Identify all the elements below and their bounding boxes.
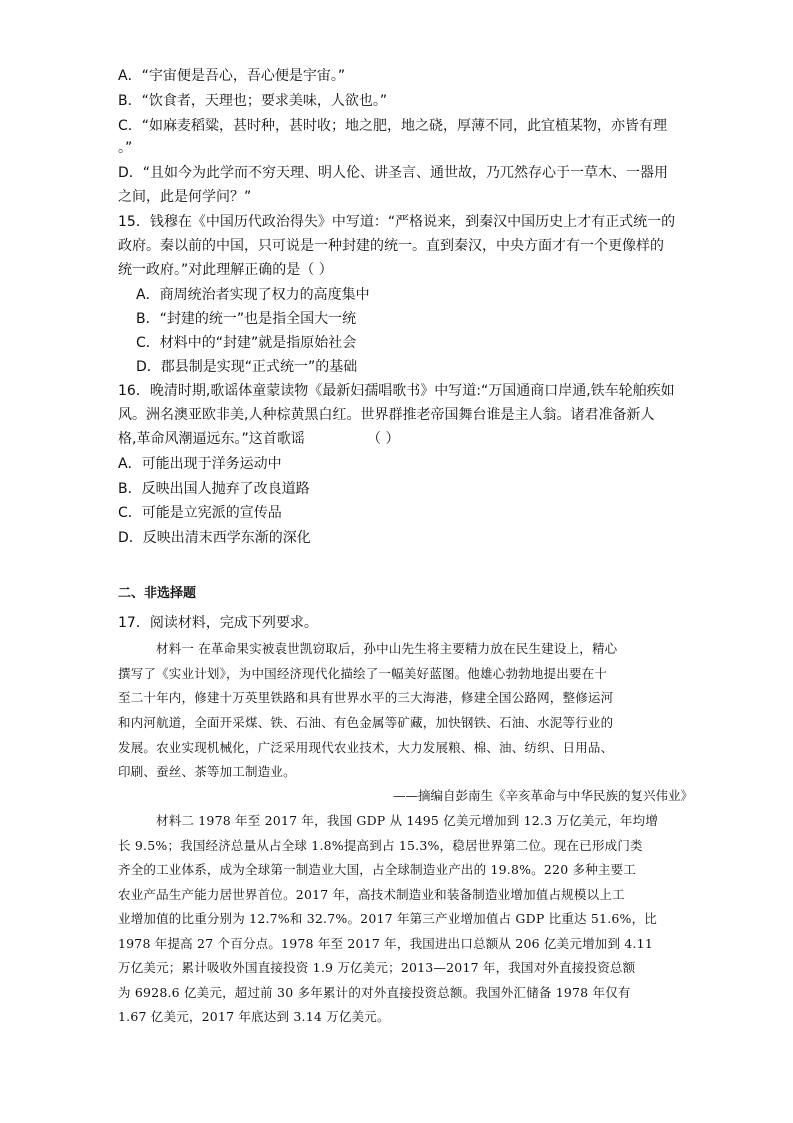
q16-option-d: D．反映出清末西学东渐的深化 — [118, 530, 311, 546]
q14-option-c-line1: C．“如麻麦稻粱，甚时种，甚时收；地之肥，地之硗，厚薄不同，此宜植某物，亦皆有理 — [118, 118, 668, 134]
q14-option-c-line2: 。” — [118, 140, 133, 156]
q16-stem-line2: 风。洲名澳亚欧非美,人种棕黄黑白红。世界群推老帝国舞台谁是主人翁。诸君准备新人 — [118, 407, 655, 423]
q15-option-b: B．“封建的统一”也是指全国大一统 — [136, 311, 357, 327]
q15-option-a: A．商周统治者实现了权力的高度集中 — [136, 287, 370, 303]
section-title: 二、非选择题 — [118, 586, 197, 601]
q15-option-c: C．材料中的“封建”就是指原始社会 — [136, 335, 357, 351]
material1-line1: 材料一 在革命果实被袁世凯窃取后，孙中山先生将主要精力放在民生建设上，精心 — [156, 641, 618, 656]
material2-line1: 材料二 1978 年至 2017 年，我国 GDP 从 1495 亿美元增加到 12.3 万亿美元，年均增 — [156, 813, 659, 828]
q16-option-c: C．可能是立宪派的宣传品 — [118, 505, 282, 521]
material2-line3: 齐全的工业体系，成为全球第一制造业大国，占全球制造业产出的 19.8%。220 多种主要工 — [118, 862, 637, 877]
q15-stem-line3: 统一政府。”对此理解正确的是（ ） — [118, 262, 333, 278]
material2-line7: 万亿美元；累计吸收外国直接投资 1.9 万亿美元；2013—2017 年，我国对外直接投资总额 — [118, 960, 636, 975]
material2-line8: 为 6928.6 亿美元，超过前 30 多年累计的对外直接投资总额。我国外汇储备 1978 年仅有 — [118, 985, 631, 1000]
material1-line4: 和内河航道，全面开采煤、铁、石油、有色金属等矿藏，加快钢铁、石油、水泥等行业的 — [118, 715, 614, 730]
material1-line6: 印刷、蚕丝、茶等加工制造业。 — [118, 764, 296, 779]
material2-line9: 1.67 亿美元，2017 年底达到 3.14 万亿美元。 — [118, 1009, 390, 1024]
q14-option-b: B．“饮食者，天理也；要求美味，人欲也。” — [118, 93, 388, 109]
material2-line4: 农业产品生产能力居世界首位。2017 年，高技术制造业和装备制造业增加值占规模以上工 — [118, 887, 625, 902]
q14-option-a: A．“宇宙便是吾心，吾心便是宇宙。” — [118, 68, 346, 84]
q15-stem-line2: 政府。秦以前的中国，只可说是一种封建的统一。直到秦汉，中央方面才有一个更像样的 — [118, 238, 664, 254]
material1-line3: 至二十年内，修建十万英里铁路和具有世界水平的三大海港，修建全国公路网，整修运河 — [118, 690, 614, 705]
q17-stem: 17．阅读材料，完成下列要求。 — [118, 615, 318, 631]
material2-line5: 业增加值的比重分别为 12.7%和 32.7%。2017 年第三产业增加值占 GDP 比重达 51.6%，比 — [118, 911, 657, 926]
q15-stem-line1: 15．钱穆在《中国历代政治得失》中写道：“严格说来，到秦汉中国历史上才有正式统一的 — [118, 214, 676, 230]
material2-line6: 1978 年提高 27 个百分点。1978 年至 2017 年，我国进出口总额从 206 亿美元增加到 4.11 — [118, 936, 653, 951]
material1-line2: 撰写了《实业计划》，为中国经济现代化描绘了一幅美好蓝图。他雄心勃勃地提出要在十 — [118, 666, 608, 681]
material1-line5: 发展。农业实现机械化，广泛采用现代农业技术，大力发展粮、棉、油、纺织、日用品、 — [118, 740, 614, 755]
q16-answer-blank: （ ） — [367, 431, 400, 447]
material2-line2: 长 9.5%；我国经济总量从占全球 1.8%提高到占 15.3%，稳居世界第二位。现在已形成门类 — [118, 838, 643, 853]
q14-option-d-line2: 之间，此是何学问？” — [118, 189, 252, 205]
material1-source: ——摘编自彭南生《辛亥革命与中华民族的复兴伟业》 — [392, 788, 693, 803]
q16-option-b: B．反映出国人抛弃了改良道路 — [118, 481, 310, 497]
q15-option-d: D．郡县制是实现“正式统一”的基础 — [136, 359, 358, 375]
q16-option-a: A．可能出现于洋务运动中 — [118, 456, 282, 472]
q16-stem-line1: 16．晚清时期,歌谣体童蒙读物《最新妇孺唱歌书》中写道:“万国通商口岸通,铁车轮舶疾如 — [118, 383, 675, 399]
q14-option-d-line1: D．“且如今为此学而不穷天理、明人伦、讲圣言、通世故，乃兀然存心于一草木、一器用 — [118, 165, 669, 181]
q16-stem-line3: 格,革命风潮逼远东。”这首歌谣 — [118, 431, 305, 447]
